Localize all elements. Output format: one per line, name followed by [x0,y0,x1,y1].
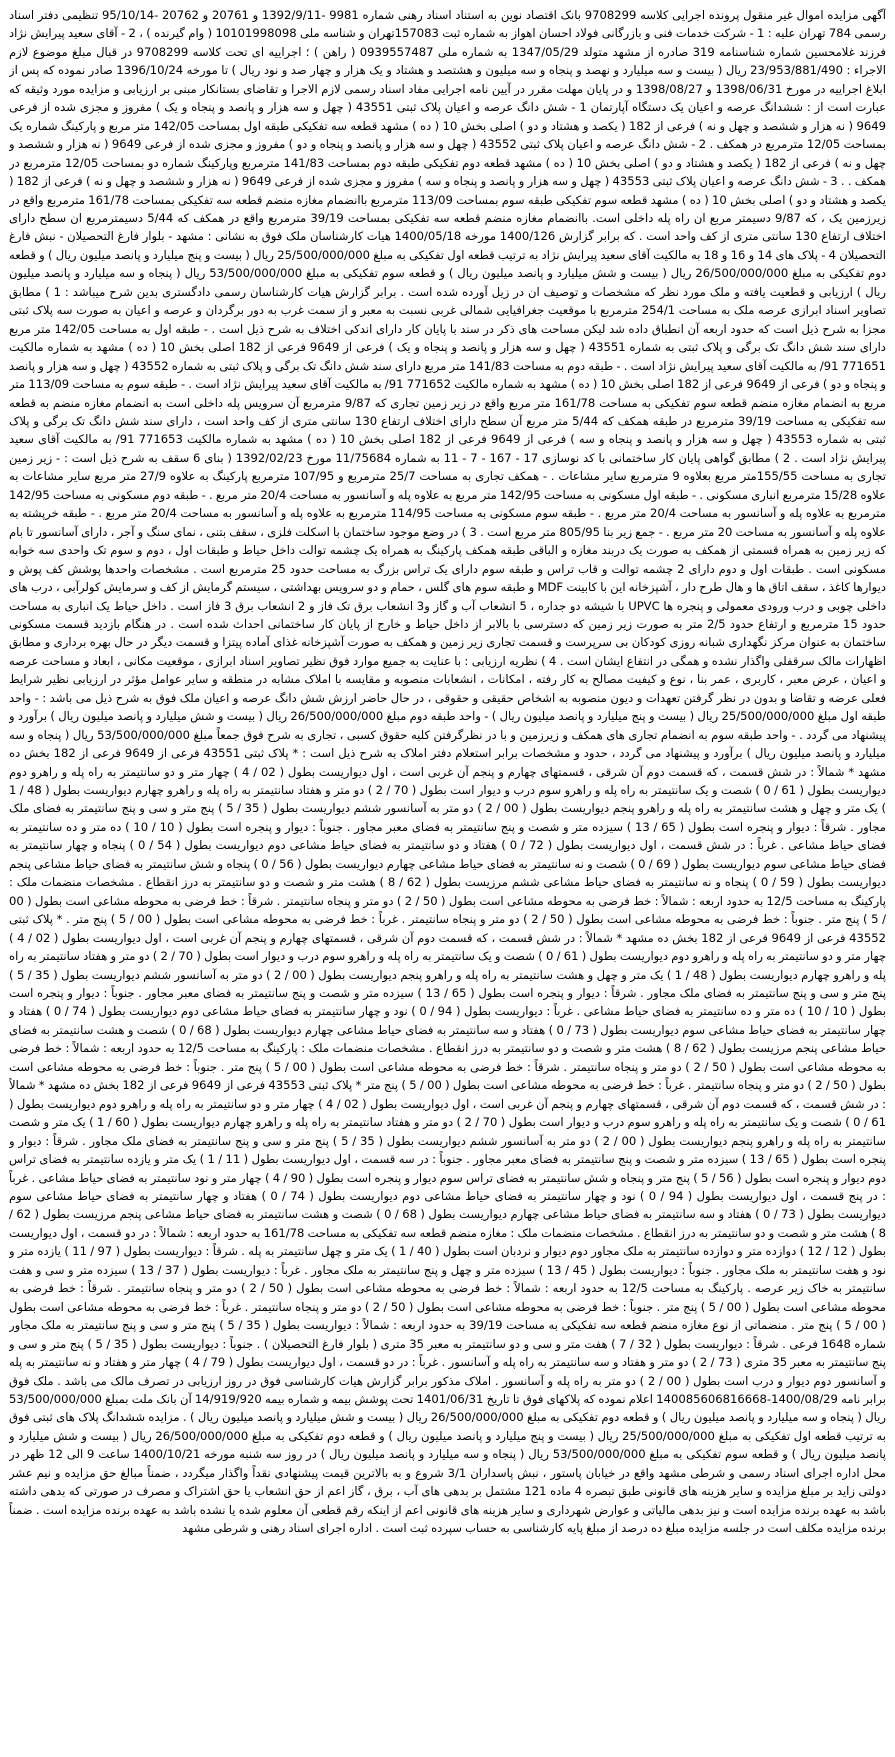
auction-notice-text: آگهی مزایده اموال غیر منقول پرونده اجرایی کلاسه 9708299 بانک اقتصاد نوین به استناد اسناد رهنی شماره 9981 -1392/9/11 و 20761 و 20762 -95/10/14 تنظیمی دفتر اسناد رسمی 784 تهران علیه : 1 - شرکت خدمات فنی و بازرگانی فولاد احسان اهواز به شماره ثبت 157083تهران و شناسه ملی 10101998098 ( وام گیرنده ) ، 2 - آقای سعید پیرایش نژاد فرزند غلامحسین شماره شناسنامه 319 صادره از مشهد متولد 1347/05/29 به شماره ملی 0939557487 ( راهن ) ؛ اجراییه ای تحت کلاسه 9708299 در قبال مبلغ موضوع لازم الاجراء : 23/953/881/490 ریال ( بیست و سه میلیارد و نهصد و پنجاه و سه میلیون و هشتصد و هشتاد و یک هزار و چهار صد و نود ریال ) تا مورخه 1396/10/24 صادر نموده که پس از ابلاغ اجراییه در مورخ 1398/06/31 و 1398/08/27 و در پایان مهلت مقرر در آیین نامه اجرایی مفاد اسناد رسمی لازم الاجرا و تقاضای بستانکار مبنی بر ارزیابی و مزایده مورد وثیقه که عبارت است از : ششدانگ عرصه و اعیان یک دستگاه آپارتمان 1 - شش دانگ عرصه و اعیان پلاک ثبتی 43551 ( چهل و سه هزار و پانصد و پنجاه و یک ) مفروز و مجزی شده از فرعی 9649 ( نه هزار و ششصد و چهل و نه ) فرعی از 182 ( یکصد و هشتاد و دو ) اصلی بخش 10 ( ده ) مشهد قطعه سه تفکیکی طبقه اول بمساحت 142/05 متر مربع و پارکینگ شماره یک بمساحت 12/05 مترمربع در همکف . 2 - شش دانگ عرصه و اعیان پلاک ثبتی 43552 ( چهل و سه هزار و پانصد و پنجاه و دو ) مفروز و مجزی شده از فرعی 9649 ( نه هزار و ششصد و چهل و نه ) فرعی از 182 ( یکصد و هشتاد و دو ) اصلی بخش 10 ( ده ) مشهد قطعه دوم تفکیکی طبقه دوم بمساحت 141/83 مترمربع وپارکینگ شماره دو بمساحت 12/05 مترمربع در همکف . . 3 - شش دانگ عرصه و اعیان پلاک ثبتی 43553 ( چهل و سه هزار و پانصد و پنجاه و سه ) مفروز و مجزی شده از فرعی 9649 ( نه هزار و ششصد و چهل و نه ) فرعی از 182 ( یکصد و هشتاد و دو ) اصلی بخش 10 ( ده ) مشهد قطعه سوم تفکیکی طبقه سوم بمساحت 113/09 مترمربع باانضمام مغازه منضم قطعه سه تفکیکی بمساحت 161/78 مترمربع واقع در زیرزمین یک ، که 9/87 دسیمتر مربع ان راه پله داخلی است. باانضمام مغازه منضم قطعه سه تفکیکی بمساحت 39/19 مترمربع واقع در همکف که 5/44 دسیمترمربع ان سطح دارای اختلاف ارتفاع 130 سانتی متری از کف واحد است . که برابر گزارش 1400/126 مورخه 1400/05/18 هیات کارشناسان ملک فوق به نشانی : مشهد - بلوار فارغ التحصیلان - نبش فارغ التحصیلان 4 - پلاک های 14 و 16 و 18 به مالکیت آقای سعید پیرایش نژاد به ترتیب قطعه اول تفکیکی به مبلغ 25/500/000/000 ریال ( بیست و پنج میلیارد و پانصد میلیون ریال ) و قطعه دوم تفکیکی به مبلغ 26/500/000/000 ریال ( بیست و شش میلیارد و پانصد میلیون ریال ) و قطعه سوم تفکیکی به مبلغ 53/500/000/000 ریال ( پنجاه و سه میلیارد و پانصد میلیون ریال ) ارزیابی و قطعیت یافته و ملک مورد نظر که مشخصات و توصیف ان در زیل آورده شده است . برابر گزارش هیات کارشناسان رسمی دادگستری بدین شرح میباشد : 1 ) مطابق تصاویر اسناد ابرازی عرصه ملک به مساحت 254/1 مترمربع با موقعیت جغرافیایی شمالی غربی نسبت به معبر و از سمت غرب به دور برگردان و عرصه و اعیان به صورت سه پلاک ثبتی مجزا به شرح ذیل است که حدود اربعه آن انطباق داده شد لیکن مساحت های ذکر در سند با پایان کار دارای اندکی اختلاف به شرح ذیل است . - طبقه اول به مساحت 142/05 متر مربع دارای سند شش دانگ تک برگی و پلاک ثبتی به شماره 43551 ( چهل و سه هزار و پانصد و پنجاه و یک ) فرعی از 9649 فرعی از 182 اصلی بخش 10 ( ده ) مشهد به شماره مالکیت 771651 91/ به مالکیت آقای سعید پیرایش نژاد است . - طبقه دوم به مساحت 141/83 متر مربع دارای سند شش دانگ تک برگی و پلاک ثبتی به شماره 43552 ( چهل و سه هزار و پانصد و پنجاه و دو ) فرعی از 9649 فرعی از 182 اصلی بخش 10 ( ده ) مشهد به شماره مالکیت 771652 91/ به مالکیت آقای سعید پیرایش نژاد است . - طبقه سوم به مساحت 113/09 متر مربع به انضمام مغازه منضم قطعه سوم تفکیکی به مساحت 161/78 متر مربع واقع در زیر زمین تجاری که 9/87 مترمربع آن سرویس پله داخلی است به انضمام مغازه منضم به قطعه سه تفکیکی به مساحت 39/19 مترمربع در طبقه همکف که 5/44 متر مربع آن سطح دارای اختلاف ارتفاع 130 سانتی متری از کف واحد است ، دارای سند شش دانگ تک برگی و پلاک ثبتی به شماره 43553 ( چهل و سه هزار و پانصد و پنجاه و سه ) فرعی از 9649 فرعی از 182 اصلی بخش 10 ( ده ) مشهد به شماره مالکیت 771653 91/ به مالکیت آقای سعید پیرایش نژاد است . 2 ) مطابق گواهی پایان کار ساختمانی با کد نوسازی 17 - 167 - 7 - 11 به شماره 11/75684 مورخ 1392/02/23 ( بنای 6 سقف به شرح ذیل است : - زیر زمین تجاری به مساحت 155/55متر مربع بعلاوه 9 مترمربع سایر مشاعات . - همکف تجاری به مساحت 25/7 مترمربع و 107/95 مترمربع پارکینگ به علاوه 27/9 متر مربع سایر مشاعات به علاوه 15/28 مترمربع انباری مسکونی . - طبقه اول مسکونی به مساحت 142/95 متر مربع به علاوه پله و آسانسور به مساحت 20/4 متر مربع . - طبقه دوم مسکونی به مساحت 142/95 مترمربع به علاوه پله و آسانسور به مساحت 20/4 متر مربع . - طبقه سوم مسکونی به مساحت 114/95 مترمربع به علاوه پله و آسانسور به مساحت 20/4 متر مربع . - طبقه خرپشته به علاوه پله و آسانسور به مساحت 20 متر مربع . - جمع زیر بنا 805/95 متر مربع است . 3 ) در وضع موجود ساختمان با اسکلت فلزی ، سقف بتنی ، نمای سنگ و آجر ، دارای آسانسور تا بام که زیر زمین به همراه قسمتی از همکف به صورت یک دربند مغازه و الباقی طبقه همکف پارکینگ به همراه یک چشمه توالت داخل حیاط و طبقات اول ، دوم و سوم تک واحدی سه خوابه مسکونی است . طبقات اول و دوم دارای 2 چشمه توالت و قاب تراس و طبقه سوم دارای یک تراس بزرگ به مساحت حدود 25 مترمربع است . مشخصات واحدها پوشش کف پوش و دیوارها کاغذ ، سقف اتاق ها و هال طرح دار ، آشپزخانه این با کابینت MDF و طبقه سوم های گلس ، حمام و دو سرویس بهداشتی ، سیستم گرمایش از کف و سرمایش کولرآبی ، درب های داخلی چوبی و درب ورودی معمولی و پنجره ها UPVC با شیشه دو جداره ، 5 انشعاب آب و گاز و3 انشعاب برق تک فاز و 2 انشعاب برق 3 فاز است . داخل حیاط یک انباری به مساحت حدود 15 مترمربع و ارتفاع حدود 2/5 متر به صورت زیر زمین که دسترسی با بالابر از داخل حیاط و خارج از پایان کار ساختمانی احداث شده است . در هنگام بازدید قسمت مسکونی ساختمان به عنوان مرکز نگهداری شبانه روزی کودکان بی سرپرست و قسمت تجاری زیر زمین و همکف به صورت آشپزخانه غذای آماده پیتزا و قسمت دیگر در حال بهره برداری و مطابق اظهارات مالک سرقفلی واگذار نشده و همگی در انتفاع ایشان است . 4 ) نظریه ارزیابی : با عنایت به جمیع موارد فوق نظیر تصاویر اسناد ابرازی ، موقعیت مکانی ، ابعاد و مساحت عرصه و اعیان ، عرض معبر ، کاربری ، عمر بنا ، نوع و کیفیت مصالح به کار رفته ، امکانات ، انشعابات منصوبه و مقایسه با املاک مشابه در منطقه و سایر عوامل مؤثر در ارزیابی نظیر شرایط فعلی عرضه و تقاضا و بدون در نظر گرفتن تعهدات و دیون منصوبه به اشخاص حقیقی و حقوقی ، در حال حاضر ارزش شش دانگ عرصه و اعیان ملک فوق به شرح ذیل می باشد : - واحد طبقه اول مبلغ 25/500/000/000 ریال ( بیست و پنج میلیارد و پانصد میلیون ریال ) - واحد طبقه دوم مبلغ 26/500/000/000 ریال ( بیست و شش میلیارد و پانصد میلیون ریال ) برآورد و پیشنهاد می گردد . - واحد طبقه سوم به انضمام تجاری های همکف و زیرزمین و با در نظرگرفتن کلیه حقوق کسبی ، تجاری به شرح فوق جمعاً مبلغ 53/500/000/000 ریال ( پنجاه و سه میلیارد و پانصد میلیون ریال ) برآورد و پیشنهاد می گردد ، حدود و مشخصات برابر استعلام دفتر املاک به شرح ذیل است : * پلاک ثبتی 43551 فرعی از 9649 فرعی از 182 بخش ده مشهد * شمالاً : در شش قسمت ، که قسمت دوم آن شرقی ، قسمتهای چهارم و پنجم آن غربی است ، اول دیواریست بطول ( 02 / 4 ) چهار متر و دو سانتیمتر به راه پله و راهرو دوم دیواریست بطول ( 61 / 0 ) شصت و یک سانتیمتر به راه پله و راهرو سوم درب و دیوار است بطول ( 70 / 2 ) دو متر و هفتاد سانتیمتر به راه پله و راهرو چهارم دیواریست بطول ( 48 / 1 ) یک متر و چهل و هشت سانتیمتر به راه پله و راهرو پنجم دیواریست بطول ( 00 / 2 ) دو متر به آسانسور ششم دیواریست بطول ( 35 / 5 ) پنج متر و سی و پنج سانتیمتر به فضای ملک مجاور . شرقاً : دیوار و پنجره است بطول ( 65 / 13 ) سیزده متر و شصت و پنج سانتیمتر به فضای معبر مجاور . جنوباً : دیوار و پنجره است بطول ( 10 / 10 ) ده متر و ده سانتیمتر به فضای حیاط مشاعی . غرباً : در شش قسمت ، اول دیواریست بطول ( 72 / 0 ) هفتاد و دو سانتیمتر به فضای حیاط مشاعی دوم دیواریست بطول ( 54 / 0 ) پنجاه و چهار سانتیمتر به فضای حیاط مشاعی سوم دیواریست بطول ( 69 / 0 ) شصت و نه سانتیمتر به فضای حیاط مشاعی چهارم دیواریست بطول ( 56 / 0 ) پنجاه و شش سانتیمتر به فضای حیاط مشاعی پنجم دیواریست بطول ( 59 / 0 ) پنجاه و نه سانتیمتر به فضای حیاط مشاعی ششم مرزیست بطول ( 62 / 8 ) هشت متر و شصت و دو سانتیمتر به درز انقطاع . مشخصات منضمات ملک : پارکینگ به مساحت 12/5 به حدود اربعه : شمالاً : خط فرضی به محوطه مشاعی است بطول ( 50 / 2 ) دو متر و پنجاه سانتیمتر . شرقاً : خط فرضی به محوطه مشاعی است بطول ( 00 / 5 ) پنج متر . جنوباً : خط فرضی به محوطه مشاعی است بطول ( 50 / 2 ) دو متر و پنجاه سانتیمتر . غرباً : خط فرضی به محوطه مشاعی است بطول ( 00 / 5 ) پنج متر . * پلاک ثبتی 43552 فرعی از 9649 فرعی از 182 بخش ده مشهد * شمالاً : در شش قسمت ، که قسمت دوم آن شرقی ، قسمتهای چهارم و پنجم آن غربی است ، اول دیواریست بطول ( 02 / 4 ) چهار متر و دو سانتیمتر به راه پله و راهرو دوم دیواریست بطول ( 61 / 0 ) شصت و یک سانتیمتر به راه پله و راهرو سوم درب و دیوار است بطول ( 70 / 2 ) دو متر و هفتاد سانتیمتر به راه پله و راهرو چهارم دیواریست بطول ( 48 / 1 ) یک متر و چهل و هشت سانتیمتر به راه پله و راهرو پنجم دیواریست بطول ( 00 / 2 ) دو متر به آسانسور ششم دیواریست بطول ( 35 / 5 ) پنج متر و سی و پنج سانتیمتر به فضای ملک مجاور . شرقاً : دیوار و پنجره است بطول ( 65 / 13 ) سیزده متر و شصت و پنج سانتیمتر به فضای معبر مجاور . جنوباً : دیوار و پنجره است بطول ( 10 / 10 ) ده متر و ده سانتیمتر به فضای حیاط مشاعی . غرباً : دیواریست بطول ( 94 / 0 ) نود و چهار سانتیمتر به فضای حیاط مشاعی دوم دیواریست بطول ( 74 / 0 ) هفتاد و چهار سانتیمتر به فضای حیاط مشاعی سوم دیواریست بطول ( 73 / 0 ) هفتاد و سه سانتیمتر به فضای حیاط مشاعی چهارم دیواریست بطول ( 68 / 0 ) شصت و هشت سانتیمتر به فضای حیاط مشاعی پنجم مرزیست بطول ( 62 / 8 ) هشت متر و شصت و دو سانتیمتر به درز انقطاع . مشخصات منضمات ملک : پارکینگ به مساحت 12/5 به حدود اربعه : شمالاً : خط فرضی به محوطه مشاعی است بطول ( 50 / 2 ) دو متر و پنجاه سانتیمتر . شرقاً : خط فرضی به محوطه مشاعی است بطول ( 00 / 5 ) پنج متر . جنوباً : خط فرضی به محوطه مشاعی است بطول ( 50 / 2 ) دو متر و پنجاه سانتیمتر . غرباً : خط فرضی به محوطه مشاعی است بطول ( 00 / 5 ) پنج متر * پلاک ثبتی 43553 فرعی از 9649 فرعی از 182 بخش ده مشهد * شمالاً : در شش قسمت ، که قسمت دوم آن شرقی ، قسمتهای چهارم و پنجم آن غربی است ، اول دیواریست بطول ( 02 / 4 ) چهار متر و دو سانتیمتر به راه پله و راهرو دوم دیواریست بطول ( 61 / 0 ) شصت و یک سانتیمتر به راه پله و راهرو سوم درب و دیوار است بطول ( 70 / 2 ) دو متر و هفتاد سانتیمتر به راه پله و راهرو چهارم دیواریست بطول ( 60 / 1 ) یک متر و شصت سانتیمتر به راه پله و راهرو پنجم دیواریست بطول ( 00 / 2 ) دو متر به آسانسور ششم دیواریست بطول ( 35 / 5 ) پنج متر و سی و پنج سانتیمتر به فضای ملک مجاور . شرقاً : دیوار و پنجره است بطول ( 65 / 13 ) سیزده متر و شصت و پنج سانتیمتر به فضای معبر مجاور . جنوباً : در سه قسمت ، اول دیواریست بطول ( 11 / 1 ) یک متر و یازده سانتیمتر به فضای تراس دوم دیوار و پنجره است بطول ( 56 / 5 ) پنج متر و پنجاه و شش سانتیمتر به فضای تراس سوم دیوار و پنجره است بطول ( 90 / 4 ) چهار متر و نود سانتیمتر به فضای حیاط مشاعی . غرباً : در پنج قسمت ، اول دیواریست بطول ( 94 / 0 ) نود و چهار سانتیمتر به فضای حیاط مشاعی دوم دیواریست بطول ( 74 / 0 ) هفتاد و چهار سانتیمتر به فضای حیاط مشاعی سوم دیواریست بطول ( 73 / 0 ) هفتاد و سه سانتیمتر به فضای حیاط مشاعی چهارم دیواریست بطول ( 68 / 0 ) شصت و هشت سانتیمتر به فضای حیاط مشاعی پنجم مرزیست بطول ( 62 / 8 ) هشت متر و شصت و دو سانتیمتر به درز انقطاع . مشخصات منضمات ملک : مغازه منضم قطعه سه تفکیکی به مساحت 161/78 به حدود اربعه : شمالاً : در دو قسمت ، اول دیواریست بطول ( 12 / 12 ) دوازده متر و دوازده سانتیمتر به ملک مجاور دوم دیوار و نردبان است بطول ( 40 / 1 ) یک متر و چهل سانتیمتر به پله . شرقاً : دیواریست بطول ( 97 / 11 ) یازده متر و نود و هفت سانتیمتر به ملک مجاور . جنوباً : دیواریست بطول ( 45 / 13 ) سیزده متر و چهل و پنج سانتیمتر به ملک مجاور . غرباً : دیواریست بطول ( 37 / 13 ) سیزده متر و سی و هفت سانتیمتر به خاک زیر عرصه . پارکینگ به مساحت 12/5 به حدود اربعه : شمالاً : خط فرضی به محوطه مشاعی است بطول ( 50 / 2 ) دو متر و پنجاه سانتیمتر . شرقاً : خط فرضی به محوطه مشاعی است بطول ( 00 / 5 ) پنج متر . جنوباً : خط فرضی به محوطه مشاعی است بطول ( 50 / 2 ) دو متر و پنجاه سانتیمتر . غرباً : خط فرضی به محوطه مشاعی است بطول ( 00 / 5 ) پنج متر . منضماتی از نوع مغازه منضم قطعه سه تفکیکی به مساحت 39/19 به حدود اربعه : شمالاً : دیواریست بطول ( 35 / 5 ) پنج متر و سی و پنج سانتیمتر به ملک مجاور شماره 1648 فرعی . شرقاً : دیواریست بطول ( 32 / 7 ) هفت متر و سی و دو سانتیمتر به معبر 35 متری ( بلوار فارغ التحصیلان ) . جنوباً : دیواریست بطول ( 35 / 5 ) پنج متر و سی و پنج سانتیمتر به معبر 35 متری ( 73 / 2 ) دو متر و هفتاد و سه سانتیمتر به راه پله و آسانسور . غرباً : در دو قسمت ، اول دیواریست بطول ( 79 / 4 ) چهار متر و هفتاد و نه سانتیمتر به پله و آسانسور دوم دیوار و درب است بطول ( 00 / 2 ) دو متر به راه پله و آسانسور . املاک مذکور برابر گزارش هیات کارشناسی فوق در روز ارزیابی در تصرف مالک می باشد . ملک فوق برابر نامه 1400/08/29-140085606816668 اعلام نموده که پلاکهای فوق تا تاریخ 1401/06/31 تحت پوشش بیمه و شماره بیمه 14/919/920 آن بانک ملت بمبلغ 53/500/000/000 ریال ( پنجاه و سه میلیارد و پانصد میلیون ریال ) و قطعه دوم تفکیکی به مبلغ 26/500/000/000 ریال ( بیست و شش میلیارد و پانصد میلیون ریال ) . مزایده ششدانگ پلاک های ثبتی فوق به ترتیب قطعه اول تفکیکی به مبلغ 25/500/000/000 ریال ( بیست و پنج میلیارد و پانصد میلیون ریال ) و قطعه دوم تفکیکی به مبلغ 26/500/000/000 ریال ( بیست و شش میلیارد و پانصد میلیون ریال ) و قطعه سوم تفکیکی به مبلغ 53/500/000/000 ریال ( پنجاه و سه میلیارد و پانصد میلیون ریال ) در روز سه شنبه مورخه 1400/10/21 ساعت 9 الی 12 ظهر در محل اداره اجرای اسناد رسمی و شرطی مشهد واقع در خیابان پاستور ، نبش پاسداران 3/1 شروع و به بالاترین قیمت پیشنهادی نقداً واگذار میگردد ، ضمناً مبالغ حق مزایده و نیم عشر دولتی زاید بر مبلغ مزایده و سایر هزینه های قانونی طبق تبصره 4 ماده 121 مشتمل بر بدهی های آب ، برق ، گاز اعم از حق انشعاب یا حق اشتراک و مصرف در صورتی که بدهی داشته باشد به عهده برنده مزایده است و نیز بدهی مالیاتی و عوارض شهرداری و سایر هزینه های قانونی اعم از اینکه رقم قطعی آن معلوم شده یا نشده باشد به عهده برنده مزایده است . ضمناً برنده مزایده مکلف است در جلسه مزایده مبلغ ده درصد از مبلغ پایه کارشناسی به حساب سپرده ثبت است . اداره اجرای اسناد رهنی و شرطی مشهد [9,8,886,1536]
page [9,6,886,1745]
